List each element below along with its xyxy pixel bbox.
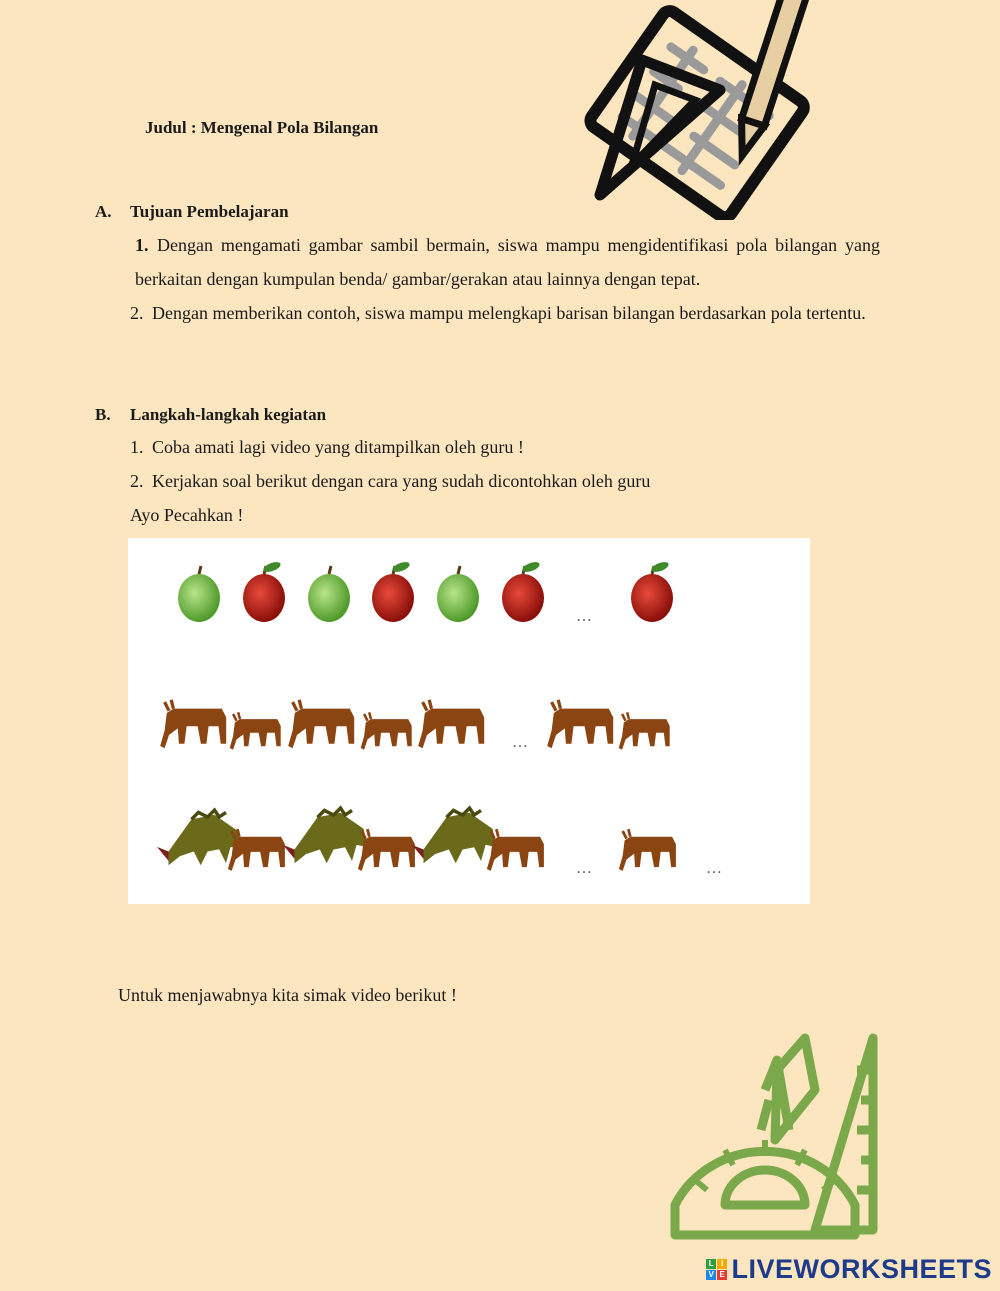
page-title: Judul : Mengenal Pola Bilangan [145, 118, 379, 137]
brand-name: LIVEWORKSHEETS [731, 1254, 992, 1284]
live-logo-icon [706, 1259, 727, 1280]
video-instruction: Untuk menjawabnya kita simak video berikut ! [118, 985, 457, 1005]
crocodile-deer-pattern-row [157, 808, 676, 871]
blank-answer-row3a: … [576, 860, 594, 877]
pattern-puzzle-image [128, 538, 810, 904]
step-2-number: 2. [130, 471, 144, 491]
apple-pattern-row [178, 560, 673, 622]
step-2 [130, 471, 650, 492]
objective-2-text: Dengan memberikan contoh, siswa mampu melengkapi barisan bilangan berdasarkan pola tertentu. [152, 303, 866, 323]
logo-letter-l: L [706, 1259, 716, 1269]
step-1-text: Coba amati lagi video yang ditampilkan oleh guru ! [152, 437, 524, 457]
section-a-letter: A. [95, 202, 112, 221]
geometry-tools-icon [570, 0, 830, 220]
section-b-title: Langkah-langkah kegiatan [130, 405, 327, 424]
objective-1-number: 1. [135, 235, 149, 255]
section-b-heading [95, 405, 326, 425]
section-a-title: Tujuan Pembelajaran [130, 202, 289, 221]
objective-1-text: Dengan mengamati gambar sambil bermain, siswa mampu mengidentifikasi pola bilangan yang berkaitan dengan kumpulan benda/ gambar/gerakan atau lainnya dengan tepat. [135, 235, 880, 289]
ruler-protractor-icon [665, 1030, 885, 1245]
objective-1 [135, 228, 880, 296]
logo-letter-i: I [717, 1259, 727, 1269]
activity-prompt: Ayo Pecahkan ! [130, 505, 244, 525]
objective-2 [130, 296, 880, 330]
section-b-letter: B. [95, 405, 111, 424]
logo-letter-v: V [706, 1270, 716, 1280]
liveworksheets-logo [706, 1254, 992, 1285]
step-1-number: 1. [130, 437, 144, 457]
step-1 [130, 437, 524, 458]
section-a-heading [95, 202, 289, 222]
objective-2-number: 2. [130, 303, 144, 323]
blank-answer-row2: … [512, 734, 530, 751]
blank-answer-row1: … [576, 608, 594, 625]
step-2-text: Kerjakan soal berikut dengan cara yang sudah dicontohkan oleh guru [152, 471, 651, 491]
logo-letter-e: E [717, 1270, 727, 1280]
deer-pattern-row [160, 700, 670, 750]
blank-answer-row3b: … [706, 860, 724, 877]
